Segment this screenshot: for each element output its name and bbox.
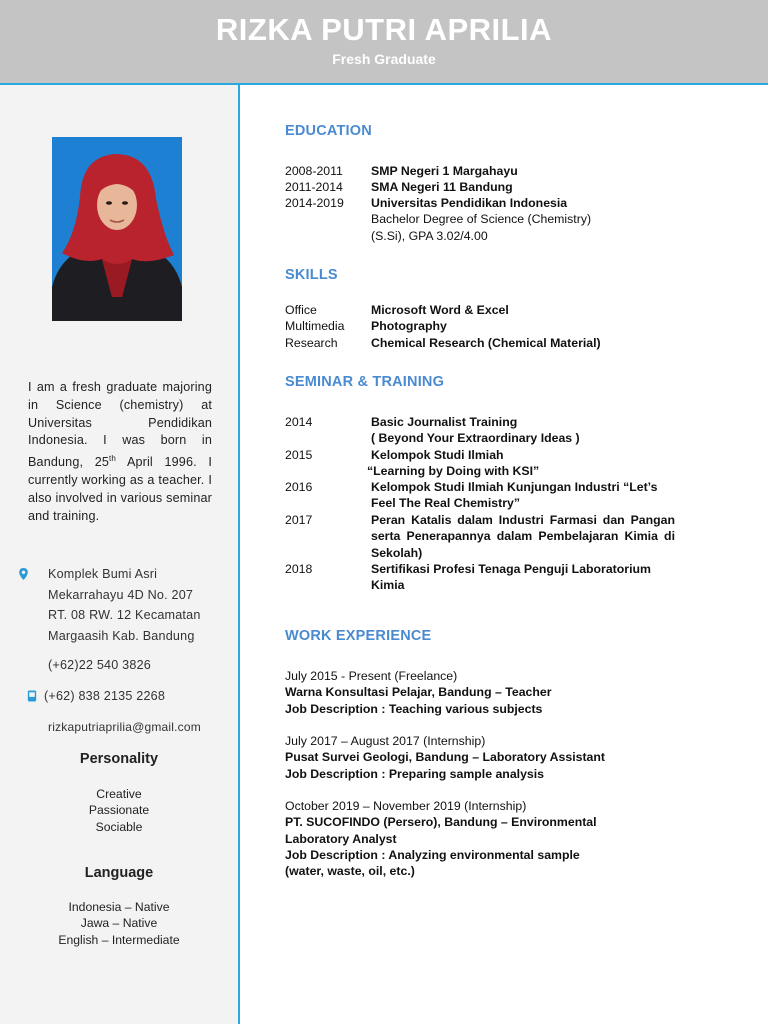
list-item: Indonesia – Native [68,900,170,914]
email: rizkaputriaprilia@gmail.com [48,720,201,734]
list-item: Jawa – Native [80,916,158,931]
phone-number: (+62)22 540 3826 [48,658,151,672]
personality-list [0,786,238,835]
list-item: Creative [96,787,142,801]
mobile-phone-icon [27,690,37,702]
work-item: July 2017 – August 2017 (Internship) Pusat Survei Geologi, Bandung – Laboratory Assistant Job Description : Preparing sample analysis [285,734,606,781]
list-item: Sociable [95,819,143,834]
address: Komplek Bumi Asri Mekarrahayu 4D No. 207 RT. 08 RW. 12 Kecamatan Margaasih Kab. Bandung [48,567,201,643]
list-item: Passionate [88,803,150,818]
mobile-number: (+62) 838 2135 2268 [44,689,166,703]
language-title: Language [84,865,154,881]
skills-title: SKILLS [285,267,338,283]
location-pin-icon [18,568,29,580]
candidate-name: RIZKA PUTRI APRILIA [215,12,553,47]
sidebar [0,85,240,1024]
education-title: EDUCATION [285,123,372,139]
profile-photo [52,137,182,321]
personality-title: Personality [79,751,159,767]
list-item: English – Intermediate [58,932,180,947]
language-list [0,899,238,948]
header [0,0,768,85]
work-title: WORK EXPERIENCE [285,628,432,644]
candidate-role: Fresh Graduate [332,51,436,67]
about-text: I am a fresh graduate majoring in Science (chemistry) at Universitas Pendidikan Indonesia. I was born in Bandung, 25th April 1996. I currently working as a teacher. I also involved in various seminar and training. [28,380,212,523]
main-content: EDUCATION 2008-2011 SMP Negeri 1 Margahayu 2011-2014 SMA Negeri 11 Bandung 2014-2019 Universitas Pendidikan Indonesia Bachelor Degree of Science (Chemistry) (S.Si), GPA 3.02/4.00 SKILLS Office Microsoft Word & Excel Multimedia Photography Research Chemical Research (Chemical Material) SEMINAR & TRAINING 2014 Basic Journalist Training ( Beyond Your Extraordinary Ideas ) 2015 Kelompok Studi Ilmiah “Learning by Doing with KSI” 2016 Kelompok Studi Ilmiah Kunjungan Industri “Let’s Feel The Real Chemistry” 2017 Peran Katalis dalam Industri Farmasi dan Pangan serta Penerapannya dalam Pembelajaran Kimia di Sekolah) 2018 Sertifikasi Profesi Tenaga Penguji Laboratorium Kimia WORK EXPERIENCE July 2015 - Present (Freelance) Warna Konsultasi Pelajar, Bandung – Teacher Job Description : Teaching various subjects July 2017 – August 2017 (Internship) Pusat Survei Geologi, Bandung – Laboratory Assistant Job Description : Preparing sample analysis October 2019 – November 2019 (Internship) PT. SUCOFINDO (Persero), Bandung – Environmental Laboratory Analyst Job Description : Analyzing environmental sample (water, waste, oil, etc.) [285,123,675,879]
seminar-title: SEMINAR & TRAINING [285,374,445,390]
work-item: July 2015 - Present (Freelance) Warna Konsultasi Pelajar, Bandung – Teacher Job Description : Teaching various subjects [285,669,552,716]
work-item: October 2019 – November 2019 (Internship) PT. SUCOFINDO (Persero), Bandung – Environmental Laboratory Analyst Job Description : Analyzing environmental sample (water, waste, oil, etc.) [285,799,597,879]
